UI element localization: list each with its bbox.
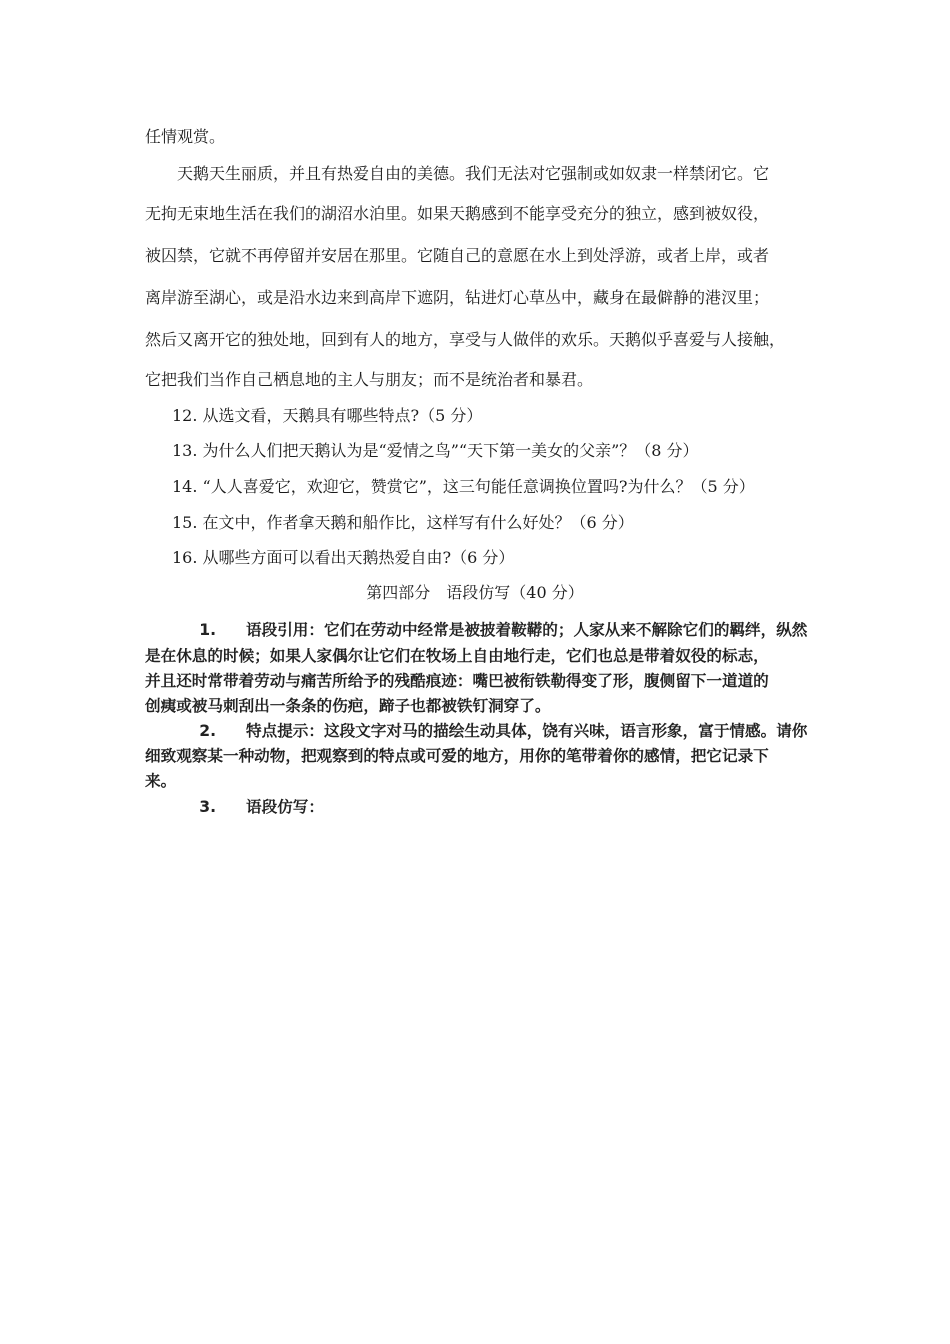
item-1-first-line xyxy=(180,619,807,641)
item-1-line: 并且还时常带着劳动与痛苦所给予的残酷痕迹：嘴巴被衔铁勒得变了形，腹侧留下一道道的 xyxy=(145,672,769,690)
item-2-first-line xyxy=(180,720,807,742)
item-text: 特点提示：这段文字对马的描绘生动具体，饶有兴味，语言形象，富于情感。请你 xyxy=(246,722,808,740)
passage-line: 离岸游至湖心，或是沿水边来到高岸下遮阴，钻进灯心草丛中，藏身在最僻静的港汊里； xyxy=(145,288,770,307)
passage-line: 无拘无束地生活在我们的湖沼水泊里。如果天鹅感到不能享受充分的独立，感到被奴役， xyxy=(145,204,770,223)
passage-line: 然后又离开它的独处地，回到有人的地方，享受与人做伴的欢乐。天鹅似乎喜爱与人接触， xyxy=(145,330,786,349)
item-1-line: 创痍或被马刺刮出一条条的伤疤，蹄子也都被铁钉洞穿了。 xyxy=(145,697,551,715)
item-3-line xyxy=(180,796,324,818)
passage-line: 被囚禁，它就不再停留并安居在那里。它随自己的意愿在水上到处浮游，或者上岸，或者 xyxy=(145,246,770,265)
item-number: 3. xyxy=(199,798,216,816)
question-12: 12. 从选文看，天鹅具有哪些特点?（5 分） xyxy=(172,406,483,425)
item-number: 2. xyxy=(199,722,216,740)
section-title: 第四部分 语段仿写（40 分） xyxy=(366,583,584,602)
question-16: 16. 从哪些方面可以看出天鹅热爱自由?（6 分） xyxy=(172,548,515,567)
question-14: 14. “人人喜爱它，欢迎它，赞赏它”，这三句能任意调换位置吗?为什么？（5 分） xyxy=(172,477,755,496)
item-label: 语段仿写： xyxy=(246,798,324,816)
passage-line: 天鹅天生丽质，并且有热爱自由的美德。我们无法对它强制或如奴隶一样禁闭它。它 xyxy=(177,164,770,183)
question-15: 15. 在文中，作者拿天鹅和船作比，这样写有什么好处？（6 分） xyxy=(172,513,634,532)
passage-line: 它把我们当作自己栖息地的主人与朋友；而不是统治者和暴君。 xyxy=(145,370,594,389)
item-1-line: 是在休息的时候；如果人家偶尔让它们在牧场上自由地行走，它们也总是带着奴役的标志， xyxy=(145,647,769,665)
item-text: 语段引用：它们在劳动中经常是被披着鞍鞯的；人家从来不解除它们的羁绊，纵然 xyxy=(246,621,808,639)
question-13: 13. 为什么人们把天鹅认为是“爱情之鸟”“天下第一美女的父亲”？（8 分） xyxy=(172,441,699,460)
passage-line: 任情观赏。 xyxy=(145,127,226,146)
item-2-line: 细致观察某一种动物，把观察到的特点或可爱的地方，用你的笔带着你的感情，把它记录下 xyxy=(145,747,769,765)
item-2-line: 来。 xyxy=(145,772,177,790)
item-number: 1. xyxy=(199,621,216,639)
